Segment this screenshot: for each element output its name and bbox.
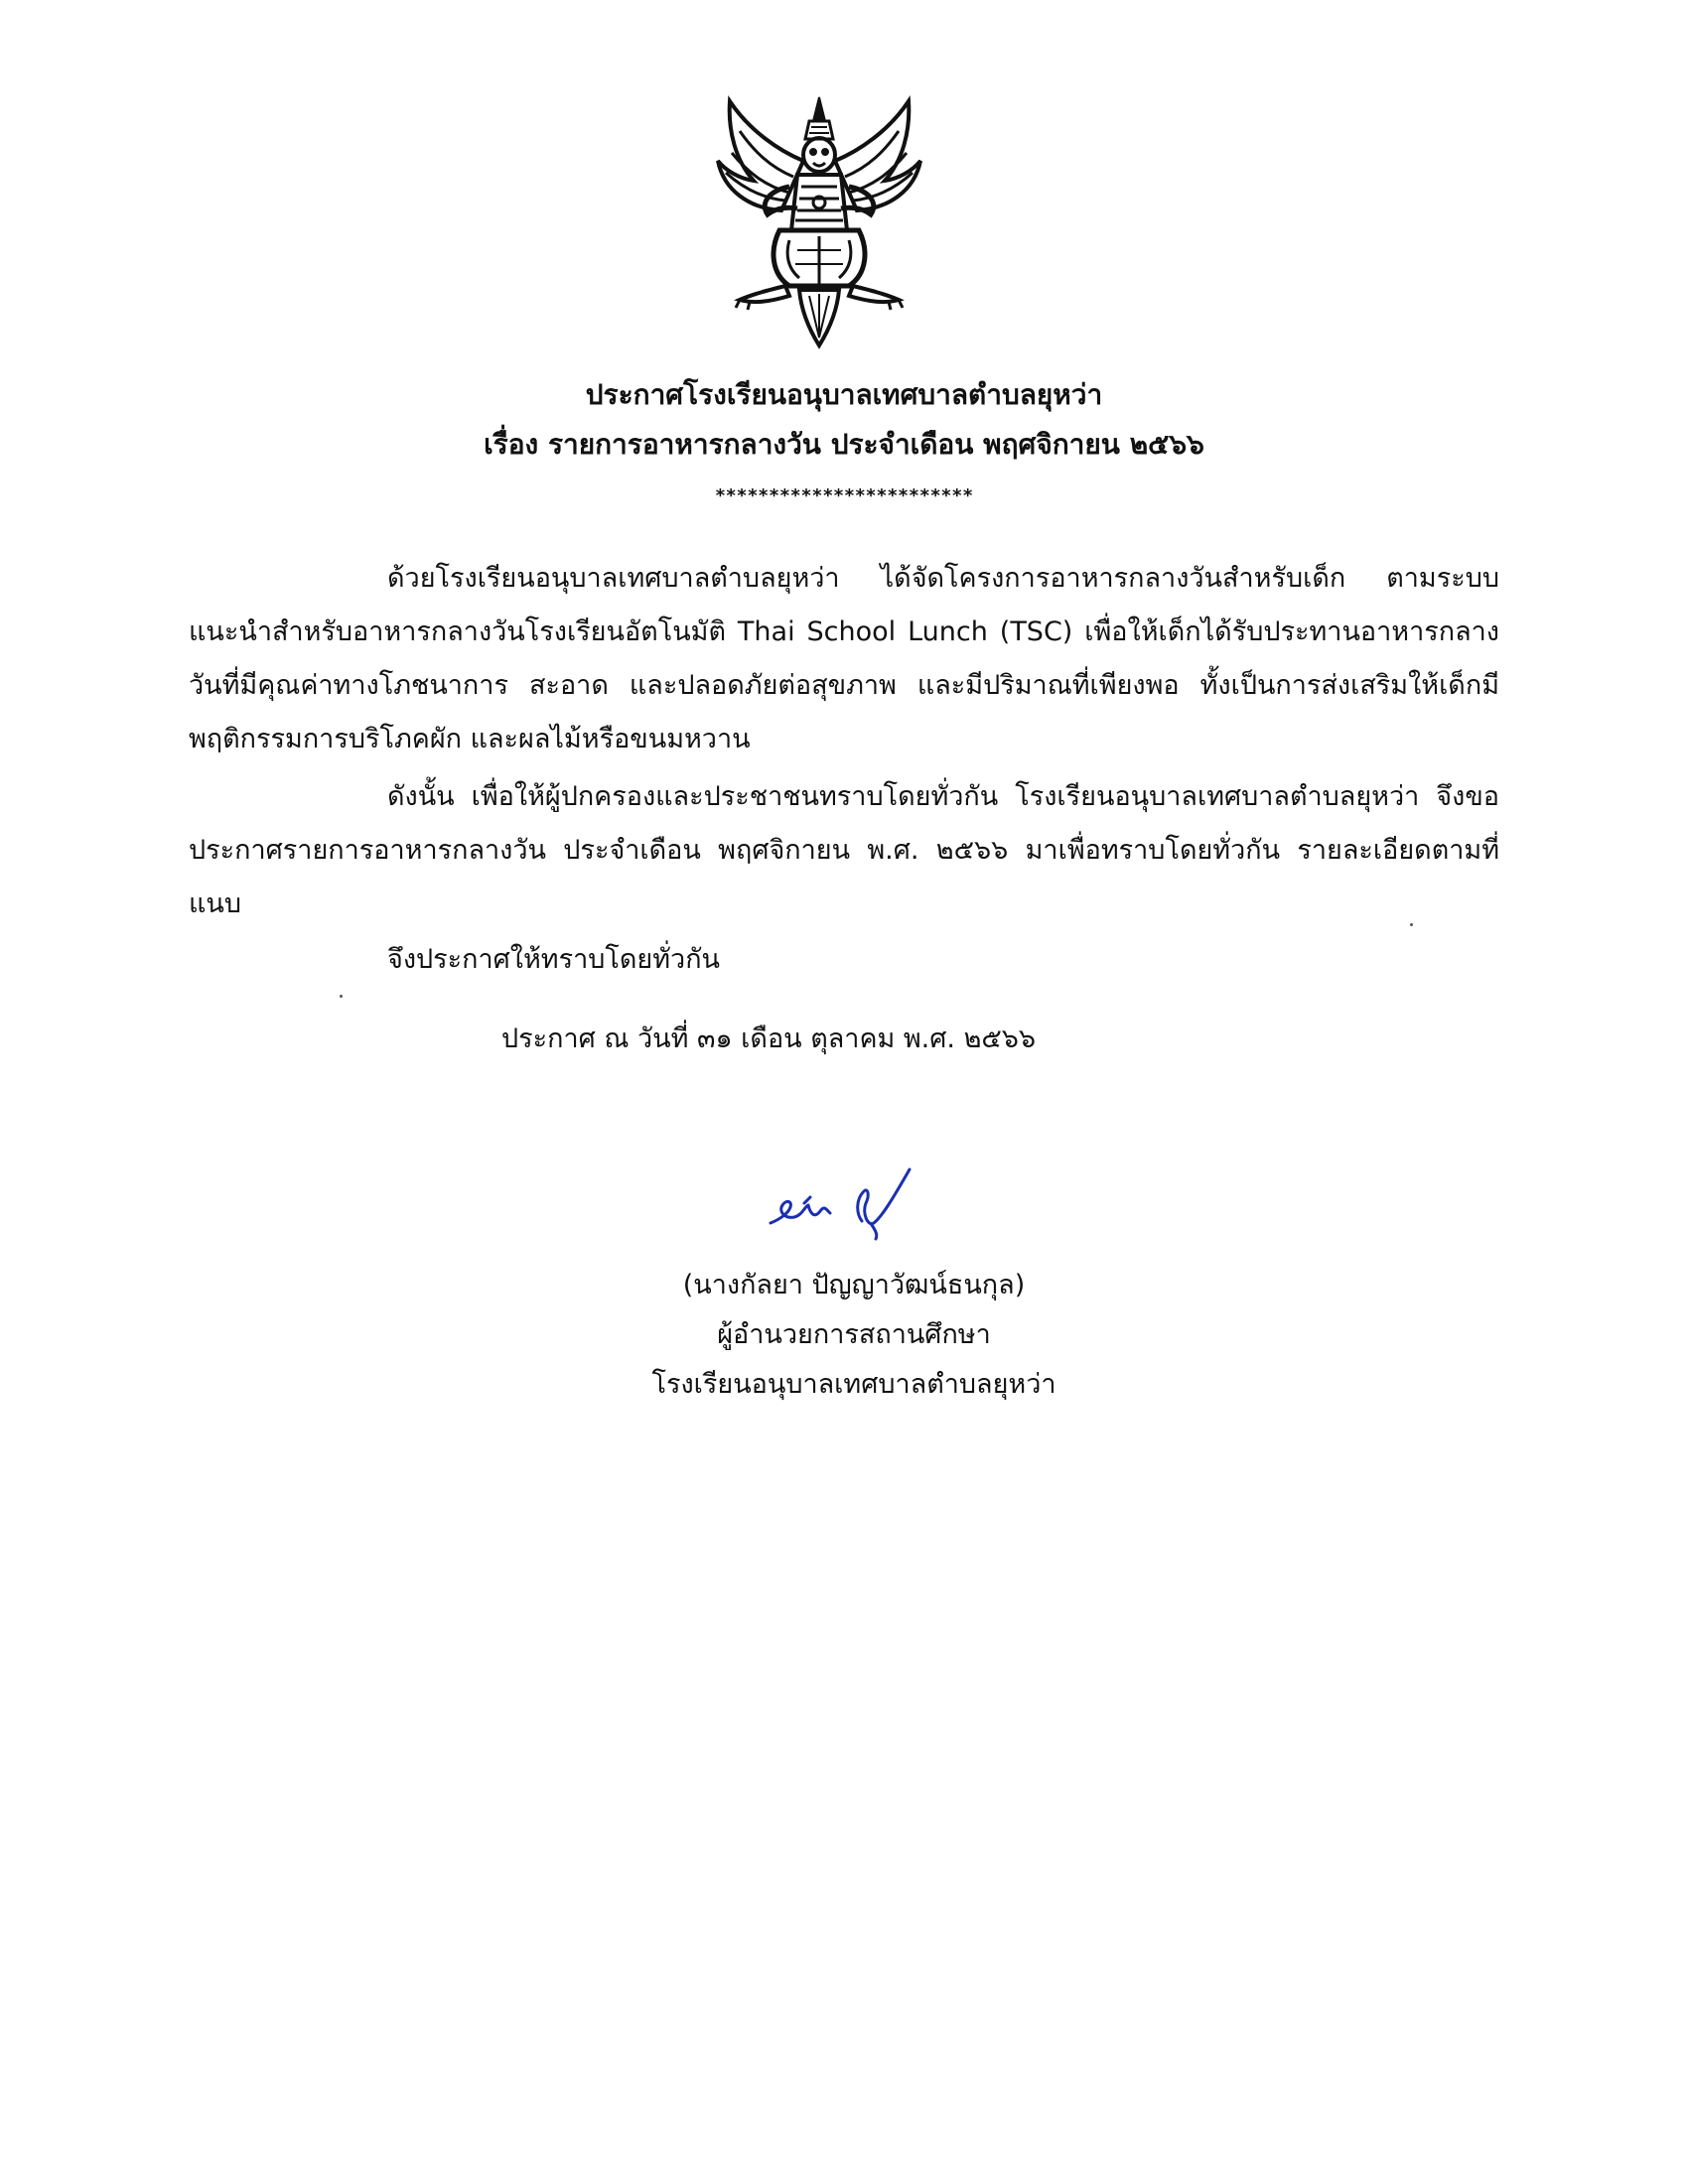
signer-name: (นางกัลยา ปัญญาวัฒน์ธนกุล)	[682, 1270, 1026, 1300]
body-paragraph-2: ดังนั้น เพื่อให้ผู้ปกครองและประชาชนทราบโดยทั่วกัน โรงเรียนอนุบาลเทศบาลตำบลยุหว่า จึงขอประกาศรายการอาหารกลางวัน ประจำเดือน พฤศจิกายน พ.ศ. ๒๕๖๖ มาเพื่อทราบโดยทั่วกัน รายละเอียดตามที่แนบ	[189, 781, 1499, 919]
announcement-title: ประกาศโรงเรียนอนุบาลเทศบาลตำบลยุหว่า	[585, 378, 1103, 411]
announcement-date: ประกาศ ณ วันที่ ๓๑ เดือน ตุลาคม พ.ศ. ๒๕๖๖	[501, 1024, 1037, 1054]
scan-speck	[340, 995, 343, 998]
signature-block	[556, 1261, 1152, 1410]
separator-line: ************************	[714, 485, 974, 506]
announcement-subject: เรื่อง รายการอาหารกลางวัน ประจำเดือน พฤศจิกายน ๒๕๖๖	[484, 428, 1204, 461]
signer-position: ผู้อำนวยการสถานศึกษา	[717, 1319, 991, 1350]
signature-icon	[765, 1161, 943, 1241]
closing-statement: จึงประกาศให้ทราบโดยทั่วกัน	[387, 944, 720, 975]
garuda-emblem-icon	[710, 91, 928, 351]
scan-speck	[1410, 923, 1413, 926]
signer-organization: โรงเรียนอนุบาลเทศบาลตำบลยุหว่า	[651, 1369, 1056, 1400]
body-paragraph-1: ด้วยโรงเรียนอนุบาลเทศบาลตำบลยุหว่า ได้จัดโครงการอาหารกลางวันสำหรับเด็ก ตามระบบแนะนำสำหรับอาหารกลางวันโรงเรียนอัตโนมัติ Thai School Lunch (TSC) เพื่อให้เด็กได้รับประทานอาหารกลางวันที่มีคุณค่าทางโภชนาการ สะอาด และปลอดภัยต่อสุขภาพ และมีปริมาณที่เพียงพอ ทั้งเป็นการส่งเสริมให้เด็กมีพฤติกรรมการบริโภคผัก และผลไม้หรือขนมหวาน	[189, 563, 1499, 754]
